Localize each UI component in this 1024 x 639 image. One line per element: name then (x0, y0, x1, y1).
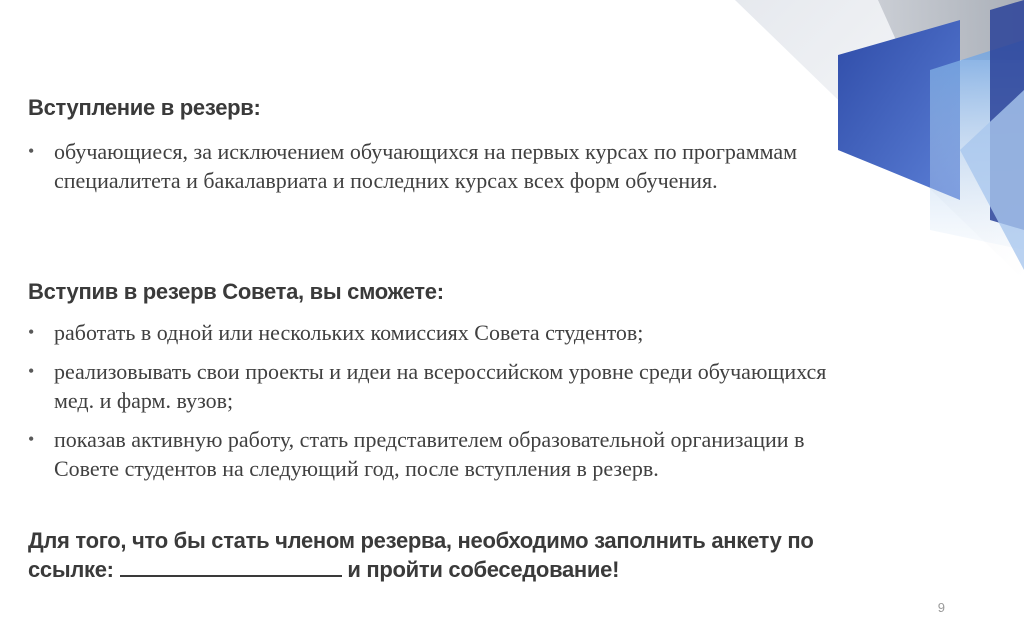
bullet-icon: • (28, 361, 35, 381)
list-item (28, 318, 868, 347)
list-item-text: работать в одной или нескольких комиссиях Совета студентов; (54, 320, 644, 345)
bullet-icon: • (28, 322, 35, 342)
list-item-text: реализовывать свои проекты и идеи на всероссийском уровне среди обучающихся мед. и фарм. вузов; (54, 359, 827, 413)
list-item (28, 137, 868, 195)
cta-text-before: Для того, что бы стать членом резерва, необходимо заполнить анкету по ссылке: (28, 528, 814, 582)
bullet-icon: • (28, 141, 35, 161)
section-heading-admission: Вступление в резерв: (28, 95, 261, 120)
benefits-list (28, 318, 868, 493)
bullet-icon: • (28, 429, 35, 449)
link-blank[interactable] (120, 555, 342, 577)
list-item-text: обучающиеся, за исключением обучающихся на первых курсах по программам специалитета и бакалавриата и последних курсах всех форм обучения. (54, 139, 798, 193)
page-number: 9 (937, 600, 945, 615)
list-item (28, 357, 868, 415)
admission-list (28, 137, 868, 205)
call-to-action (28, 527, 888, 584)
list-item (28, 425, 868, 483)
section-heading-benefits: Вступив в резерв Совета, вы сможете: (28, 279, 444, 304)
cta-text-after: и пройти собеседование! (341, 557, 620, 582)
list-item-text: показав активную работу, стать представителем образовательной организации в Совете студентов на следующий год, после вступления в резерв. (54, 427, 805, 481)
